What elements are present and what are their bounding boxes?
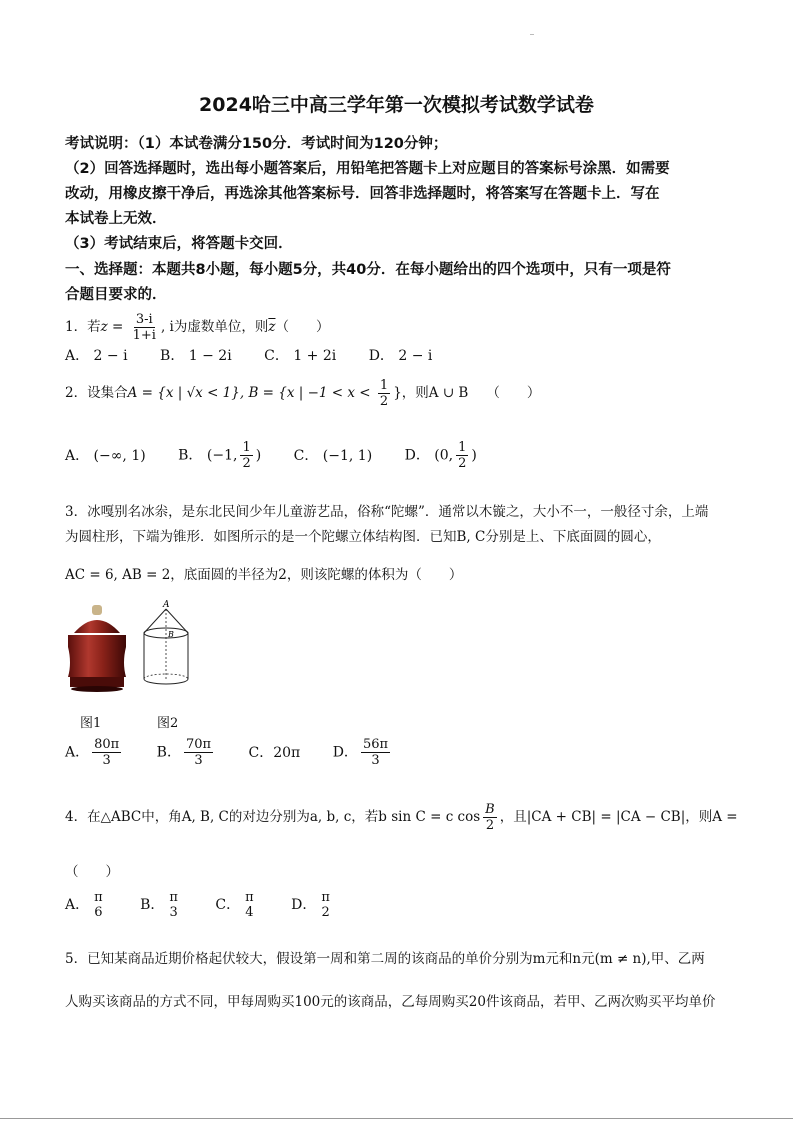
- q4-option-b-den: 3: [169, 905, 178, 920]
- q4-option-d-label: D．: [291, 897, 317, 913]
- instructions-line-2: （2）回答选择题时，选出每小题答案后，用铅笔把答题卡上对应题目的答案标号涂黑．如需要: [65, 161, 670, 177]
- q4-option-a-num: π: [94, 890, 103, 905]
- q3-option-a: [65, 737, 124, 768]
- q1-option-a: A． 2 − i: [65, 348, 128, 364]
- q3-options: [65, 737, 421, 768]
- q4-option-c: [215, 890, 258, 920]
- q4-b-den: 2: [485, 818, 495, 833]
- question-4: [65, 802, 738, 833]
- q1-option-b: B． 1 − 2i: [160, 348, 232, 364]
- q3-option-b: [157, 737, 216, 768]
- q1-numerator: 3-i: [135, 312, 153, 327]
- q1-options: [65, 345, 460, 365]
- q1-eq: =: [107, 319, 128, 335]
- q3-option-a-fraction: [92, 737, 121, 768]
- q2-option-b-den: 2: [242, 456, 251, 471]
- q1-paren: （ ）: [275, 319, 330, 335]
- exam-title: 2024哈三中高三学年第一次模拟考试数学试卷: [199, 94, 594, 116]
- q4-option-a: [65, 890, 108, 920]
- instructions-line-4: 本试卷上无效．: [65, 211, 167, 227]
- q3-option-d-den: 3: [371, 753, 380, 768]
- q2-prefix: 2．设集合: [65, 385, 128, 401]
- q3-option-b-label: B．: [156, 744, 181, 761]
- question-3-line-2: 为圆柱形，下端为锥形．如图所示的是一个陀螺立体结构图．已知B, C分别是上、下底面圆的圆心，: [65, 529, 661, 545]
- q1-option-d: D． 2 − i: [368, 348, 433, 364]
- q2-option-d-pre: D． (0,: [404, 447, 454, 464]
- instructions-line-3: 改动，用橡皮擦干净后，再选涂其他答案标号．回答非选择题时，将答案写在答题卡上．写在: [65, 186, 660, 202]
- q4-options: [65, 890, 363, 920]
- instructions-line-5: （3）考试结束后，将答题卡交回．: [65, 236, 293, 252]
- q1-denominator: 1+i: [132, 328, 156, 343]
- q1-suffix: , i为虚数单位，则: [160, 319, 269, 335]
- q2-option-d: [405, 440, 477, 471]
- question-2: [65, 378, 540, 409]
- q3-option-b-den: 3: [194, 753, 203, 768]
- q1-prefix: 1．若: [65, 319, 101, 335]
- q3-option-c-label: C．: [248, 744, 274, 761]
- q4-b-half-fraction: [483, 802, 497, 833]
- q1-zbar: $\overline{z}$: [268, 319, 276, 335]
- q2-paren: （ ）: [486, 385, 541, 401]
- q1-option-c: C． 1 + 2i: [264, 348, 337, 364]
- q2-option-b-pre: B． (−1,: [178, 447, 238, 464]
- q2-options: [65, 440, 505, 471]
- q4-option-b-num: π: [169, 890, 178, 905]
- q4-option-c-num: π: [245, 890, 254, 905]
- q4-option-c-fraction: [243, 890, 256, 920]
- q3-option-c-text: 20π: [273, 744, 301, 761]
- q3-option-a-den: 3: [102, 753, 111, 768]
- q3-option-d: [333, 737, 393, 768]
- q4-text-pre: 4．在△ABC中，角A, B, C的对边分别为a, b, c，若b sin C = c cos: [65, 809, 481, 825]
- q2-option-d-den: 2: [458, 456, 467, 471]
- q4-option-d: [291, 890, 335, 920]
- q1-fraction: [131, 312, 158, 343]
- spinning-top-diagram: [138, 597, 198, 692]
- q3-option-d-fraction: [361, 737, 390, 768]
- q4-option-b: [140, 890, 183, 920]
- q2-suffix: ，则A ∪ B: [401, 385, 469, 401]
- q3-option-a-num: 80π: [94, 737, 120, 752]
- q2-half-num: 1: [379, 378, 389, 393]
- q3-option-a-label: A．: [65, 744, 90, 761]
- q2-half-fraction: [378, 378, 390, 409]
- section-heading-line-1: 一、选择题：本题共8小题，每小题5分，共40分．在每小题给出的四个选项中，只有一项是符: [65, 262, 671, 278]
- q2-option-b-num: 1: [242, 440, 251, 455]
- q2-option-b-post: ): [255, 447, 262, 464]
- q3-option-b-num: 70π: [185, 737, 212, 752]
- q3-option-c: [249, 742, 301, 762]
- q2-option-d-fraction: [456, 440, 468, 471]
- q3-option-d-label: D．: [332, 744, 358, 761]
- question-3-line-1: 3．冰嘎别名冰尜，是东北民间少年儿童游艺品，俗称“陀螺”．通常以木镟之，大小不一，一般径寸余，上端: [65, 504, 709, 520]
- q2-half-den: 2: [379, 394, 389, 409]
- q4-option-c-label: C．: [215, 897, 241, 913]
- q2-set-a: A = {x | √x < 1}, B = {x | −1 < x <: [127, 385, 375, 401]
- diagram-label-a: A: [163, 600, 170, 610]
- q4-option-b-label: B．: [140, 897, 165, 913]
- q3-option-b-fraction: [184, 737, 213, 768]
- q2-option-c: C． (−1, 1): [293, 447, 373, 464]
- q4-option-d-den: 2: [321, 905, 330, 920]
- question-1: [65, 312, 329, 343]
- q4-option-d-num: π: [321, 890, 330, 905]
- scan-mark: [530, 34, 534, 35]
- q4-paren: （ ）: [65, 864, 119, 880]
- q2-set-b-end: }: [393, 385, 402, 401]
- q2-option-b-fraction: [240, 440, 252, 471]
- section-heading-line-2: 合题目要求的．: [65, 287, 167, 303]
- diagram-label-b: B: [168, 630, 174, 639]
- question-5-line-1: 5．已知某商品近期价格起伏较大，假设第一周和第二周的该商品的单价分别为m元和n元(m ≠ n),甲、乙两: [65, 951, 705, 967]
- q2-option-a: A． (−∞, 1): [65, 447, 146, 464]
- q1-z: z: [100, 319, 108, 335]
- q3-option-d-num: 56π: [362, 737, 389, 752]
- q4-text-post: ，且|CA + CB| = |CA − CB|，则A =: [499, 809, 738, 825]
- page-bottom-rule: [0, 1118, 793, 1119]
- q2-option-d-post: ): [471, 447, 477, 464]
- instructions-line-1: 考试说明：（1）本试卷满分150分．考试时间为120分钟；: [65, 136, 448, 152]
- q4-option-a-fraction: [92, 890, 105, 920]
- figure-2-caption: 图2: [157, 716, 179, 731]
- question-5-line-2: 人购买该商品的方式不同，甲每周购买100元的该商品，乙每周购买20件该商品，若甲、乙两次购买平均单价: [65, 994, 716, 1010]
- q4-b-num: B: [485, 802, 495, 817]
- q2-option-b: [178, 440, 261, 471]
- q4-option-c-den: 4: [245, 905, 254, 920]
- spinning-top-photo: [62, 603, 132, 693]
- figure-1-caption: 图1: [80, 716, 102, 731]
- q4-option-a-label: A．: [65, 897, 90, 913]
- q4-option-b-fraction: [167, 890, 180, 920]
- q4-option-a-den: 6: [94, 905, 103, 920]
- q4-option-d-fraction: [319, 890, 332, 920]
- q2-option-d-num: 1: [458, 440, 467, 455]
- question-3-line-3: AC = 6, AB = 2，底面圆的半径为2，则该陀螺的体积为（ ）: [65, 567, 463, 583]
